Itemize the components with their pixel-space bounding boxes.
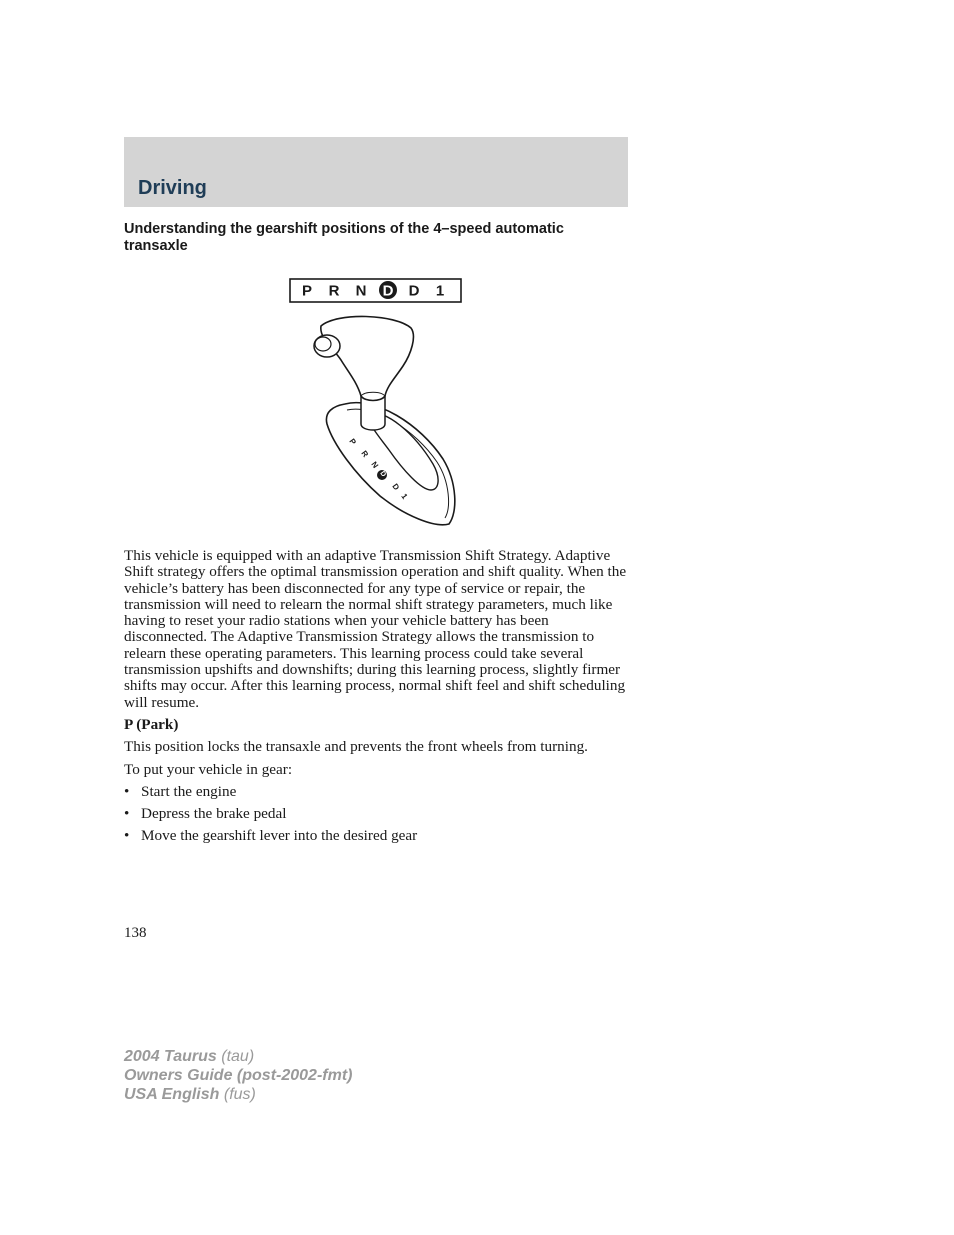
bullet: • (124, 827, 130, 845)
footer-line-3 (124, 1085, 352, 1104)
section-header-band (124, 137, 628, 207)
bullet: • (124, 805, 130, 823)
list-item (124, 784, 632, 800)
gear-steps-list (124, 784, 632, 845)
footer-language-code: (fus) (223, 1086, 256, 1103)
list-item-text: Depress the brake pedal (141, 805, 287, 823)
park-subheading: P (Park) (124, 715, 179, 733)
gate-label-r: R (359, 448, 371, 459)
bullet: • (124, 782, 130, 800)
gear-indicator-p: P (301, 282, 313, 300)
footer-language: USA English (124, 1086, 220, 1103)
gear-indicator-overdrive: D (382, 282, 394, 300)
gear-indicator-n: N (355, 282, 367, 300)
footer-line-2 (124, 1066, 352, 1085)
park-paragraph: This position locks the transaxle and prevents the front wheels from turning. (124, 738, 588, 756)
page-number: 138 (124, 925, 147, 941)
shifter-knob (321, 316, 414, 400)
gear-indicator-r: R (328, 282, 340, 300)
adaptive-strategy-paragraph: This vehicle is equipped with an adaptive Transmission Shift Strategy. Adaptive Shift strategy offers the optimal transmission operation and shift quality. When the vehicle’s battery has been disconnected for any type of service or repair, the transmission will need to relearn the normal shift strategy parameters, much like having to reset your radio stations when your vehicle battery has been disconnected. The Adaptive Transmission Strategy allows the transmission to relearn these operating parameters. This learning process could take several transmission upshifts and downshifts; during this learning process, slightly firmer shifts may occur. After this learning process, normal shift feel and shift scheduling will resume. (124, 547, 627, 711)
list-item-text: Move the gearshift lever into the desired gear (141, 827, 418, 845)
footer-model-code: (tau) (221, 1048, 255, 1065)
gearshift-figure (285, 274, 485, 530)
gate-label-overdrive: D (378, 470, 387, 479)
gate-label-d: D (390, 481, 402, 492)
list-item (124, 828, 632, 844)
footer-guide: Owners Guide (post-2002-fmt) (124, 1067, 353, 1084)
gate-label-1: 1 (399, 491, 410, 501)
document-footer (124, 1047, 352, 1104)
shifter-button-face (315, 337, 331, 351)
footer-model: 2004 Taurus (124, 1048, 217, 1065)
gate-label-p: P (347, 436, 358, 447)
gearshift-illustration (285, 274, 485, 530)
footer-line-1 (124, 1047, 352, 1066)
body-text (124, 548, 632, 851)
gear-indicator-d: D (408, 282, 420, 300)
gear-intro-paragraph: To put your vehicle in gear: (124, 760, 293, 778)
list-item-text: Start the engine (141, 782, 237, 800)
section-title: Driving (138, 177, 207, 199)
gearshift-heading: Understanding the gearshift positions of the 4–speed automatic transaxle (124, 221, 564, 254)
list-item (124, 806, 632, 822)
gate-label-n: N (369, 459, 381, 470)
gear-indicator-1: 1 (435, 282, 445, 300)
